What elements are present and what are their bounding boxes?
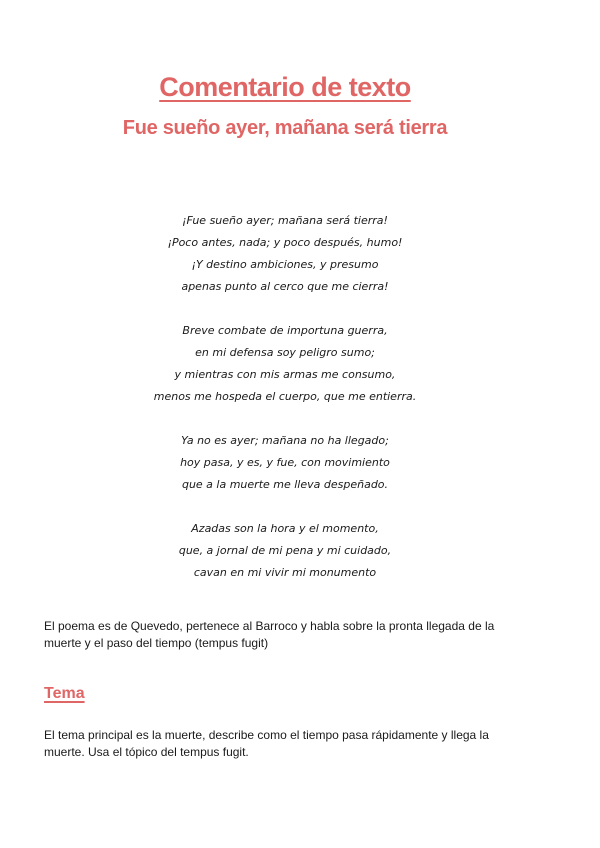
poem-verse: Breve combate de importuna guerra,: [182, 324, 388, 337]
poem-verse: ¡Y destino ambiciones, y presumo: [191, 258, 379, 271]
tema-heading: Tema: [44, 685, 85, 702]
poem-stanza-1: [0, 210, 570, 298]
document-title: Comentario de texto: [159, 72, 411, 102]
poem-verse: hoy pasa, y es, y fue, con movimiento: [180, 456, 390, 469]
poem-verse: que, a jornal de mi pena y mi cuidado,: [178, 544, 392, 557]
poem-verse: ¡Poco antes, nada; y poco después, humo!: [167, 236, 403, 249]
poem-verse: en mi defensa soy peligro sumo;: [195, 346, 375, 359]
poem: [0, 210, 570, 606]
poem-verse: y mientras con mis armas me consumo,: [174, 368, 396, 381]
poem-verse: menos me hospeda el cuerpo, que me entierra.: [153, 390, 417, 403]
poem-stanza-2: [0, 320, 570, 408]
poem-verse: que a la muerte me lleva despeñado.: [181, 478, 389, 491]
intro-paragraph: El poema es de Quevedo, pertenece al Barroco y habla sobre la pronta llegada de la muerte y el paso del tiempo (tempus fugit): [44, 619, 495, 650]
poem-verse: Azadas son la hora y el momento,: [191, 522, 379, 535]
tema-paragraph: El tema principal es la muerte, describe como el tiempo pasa rápidamente y llega la muerte. Usa el tópico del tempus fugit.: [44, 728, 489, 759]
poem-verse: apenas punto al cerco que me cierra!: [181, 280, 389, 293]
poem-stanza-4: [0, 518, 570, 584]
poem-verse: cavan en mi vivir mi monumento: [193, 566, 377, 579]
poem-verse: ¡Fue sueño ayer; mañana será tierra!: [182, 214, 388, 227]
document-subtitle: Fue sueño ayer, mañana será tierra: [122, 117, 448, 139]
poem-stanza-3: [0, 430, 570, 496]
poem-verse: Ya no es ayer; mañana no ha llegado;: [181, 434, 389, 447]
